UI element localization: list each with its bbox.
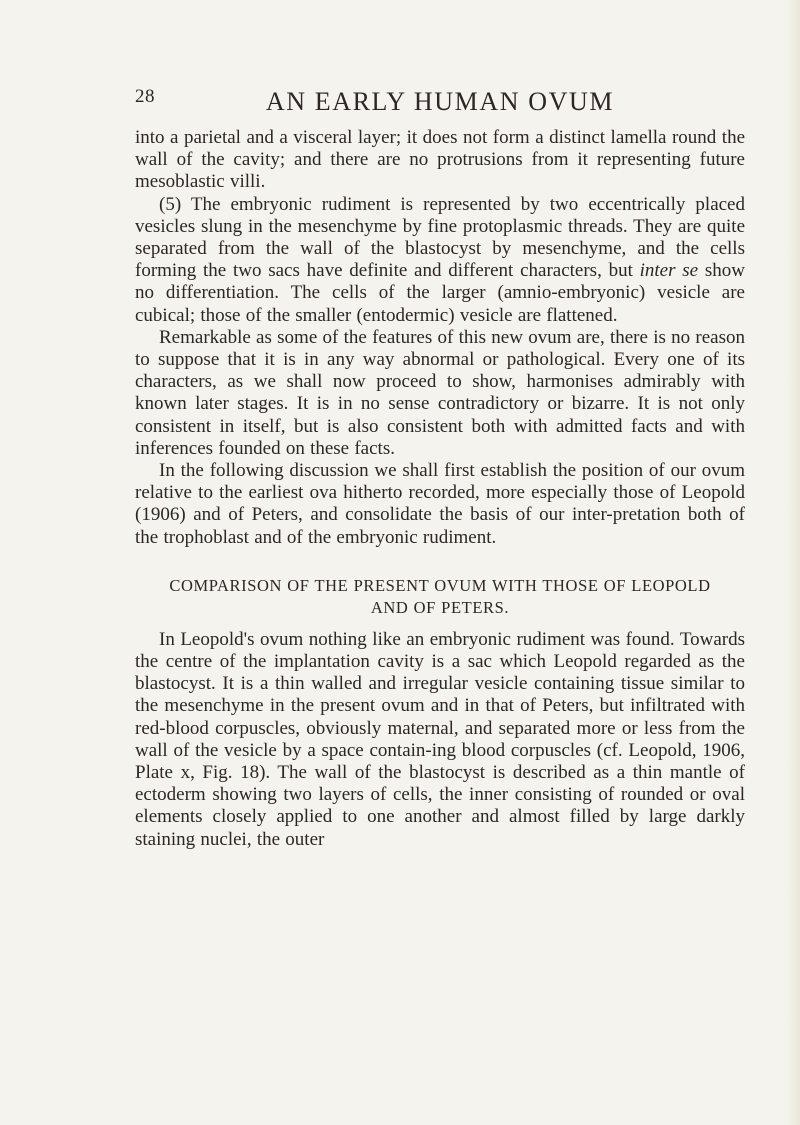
page-edge-shading <box>786 0 800 1125</box>
italic-phrase: inter se <box>639 260 699 282</box>
page-header <box>135 86 745 126</box>
paragraph-discussion: In the following discussion we shall first establish the position of our ovum relative to the earliest ova hitherto recorded, more especially those of Leopold (1906) and of Peters, and consolidate the basis of our inter-pretation both of the trophoblast and of the embryonic rudiment. <box>135 460 745 548</box>
paragraph-text: show no differentiation. The cells of the larger (amnio-embryonic) vesicle are cubical; those of the smaller (entodermic) vesicle are flattened. <box>135 260 745 326</box>
section-heading-line: COMPARISON OF THE PRESENT OVUM WITH THOSE OF LEOPOLD <box>169 575 711 595</box>
body-text <box>135 127 745 851</box>
running-title: AN EARLY HUMAN OVUM <box>265 87 615 116</box>
paragraph-leopold: In Leopold's ovum nothing like an embryonic rudiment was found. Towards the centre of the implantation cavity is a sac which Leopold regarded as the blastocyst. It is a thin walled and irregular vesicle containing tissue similar to the mesenchyme in the present ovum and in that of Peters, but infiltrated with red-blood corpuscles, obviously maternal, and separated more or less from the wall of the vesicle by a space contain-ing blood corpuscles (cf. Leopold, 1906, Plate x, Fig. 18). The wall of the blastocyst is described as a thin mantle of ectoderm showing two layers of cells, the inner consisting of rounded or oval elements closely applied to one another and almost filled by large darkly staining nuclei, the outer <box>135 628 745 850</box>
paragraph-embryonic-rudiment <box>135 194 745 327</box>
paragraph-continuation: into a parietal and a visceral layer; it does not form a distinct lamella round the wall of the cavity; and there are no protrusions from it representing future mesoblastic villi. <box>135 127 745 193</box>
page-number: 28 <box>135 86 155 107</box>
paragraph-remarkable: Remarkable as some of the features of this new ovum are, there is no reason to suppose that it is in any way abnormal or pathological. Every one of its characters, as we shall now proceed to show, harmonises admirably with known later stages. It is in no sense contradictory or bizarre. It is not only consistent in itself, but is also consistent both with admitted facts and with inferences founded on these facts. <box>135 326 745 459</box>
section-heading-line: AND OF PETERS. <box>370 597 510 617</box>
paragraph-text: (5) The embryonic rudiment is represented by two eccentrically placed vesicles slung in the mesenchyme by fine protoplasmic threads. They are quite separated from the wall of the blastocyst by mesenchyme, and the cells forming the two sacs have definite and different characters, but <box>135 193 745 282</box>
section-heading <box>135 575 745 619</box>
